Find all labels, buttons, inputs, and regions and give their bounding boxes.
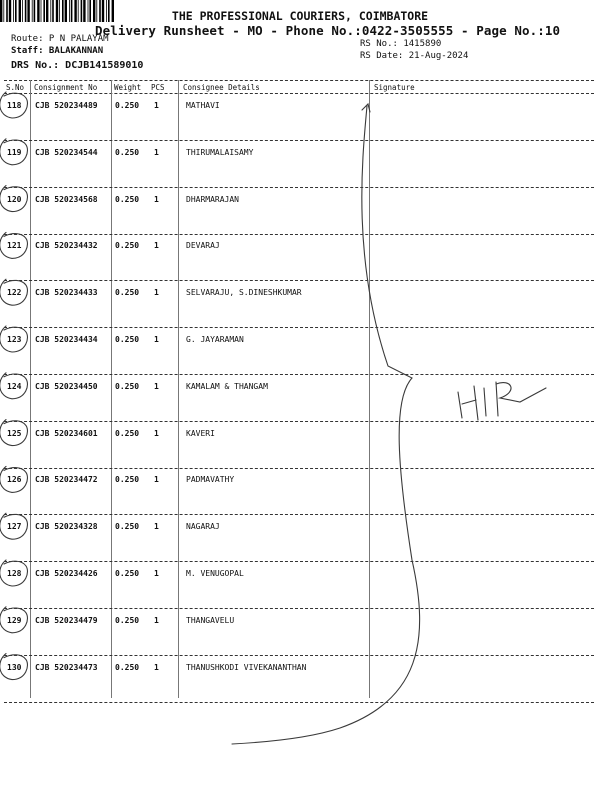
row-weight: 0.250 xyxy=(115,101,140,110)
serial-circle-mark xyxy=(0,326,27,352)
row-sno: 119 xyxy=(7,147,22,157)
row-consignment-no: CJB 520234479 xyxy=(35,615,98,625)
row-consignee: THIRUMALAISAMY xyxy=(186,147,254,157)
row-sno: 118 xyxy=(7,101,22,110)
row-consignee: M. VENUGOPAL xyxy=(186,569,244,578)
row-consignee: SELVARAJU, S.DINESHKUMAR xyxy=(186,288,302,298)
serial-circle-mark xyxy=(0,186,27,212)
row-pcs: 1 xyxy=(154,662,159,672)
row-consignee: DEVARAJ xyxy=(186,241,220,251)
serial-circle-mark xyxy=(0,420,27,446)
row-consignment-no: CJB 520234450 xyxy=(35,381,98,391)
col-header-signature: Signature xyxy=(374,83,415,92)
runsheet-subtitle: Delivery Runsheet - MO - Phone No.:0422-3505555 - Page No.:10 xyxy=(95,23,561,38)
row-consignee: KAVERI xyxy=(186,428,215,438)
rs-number: RS No.: 1415890 xyxy=(360,39,442,49)
row-sno: 121 xyxy=(7,241,22,251)
row-pcs: 1 xyxy=(154,241,159,251)
serial-circle-mark xyxy=(0,466,27,492)
row-consignment-no: CJB 520234434 xyxy=(35,335,98,344)
handwriting-mark xyxy=(496,383,546,402)
row-sno: 130 xyxy=(7,662,22,672)
row-pcs: 1 xyxy=(154,475,159,485)
row-consignee: MATHAVI xyxy=(186,101,220,110)
row-weight: 0.250 xyxy=(115,428,140,438)
row-pcs: 1 xyxy=(154,101,159,110)
row-weight: 0.250 xyxy=(115,615,140,625)
row-pcs: 1 xyxy=(154,569,159,578)
row-sno: 125 xyxy=(7,428,22,438)
row-consignee: DHARMARAJAN xyxy=(186,194,239,204)
row-weight: 0.250 xyxy=(115,194,140,204)
handwriting-mark xyxy=(474,386,478,420)
row-consignment-no: CJB 520234433 xyxy=(35,288,98,298)
row-pcs: 1 xyxy=(154,335,159,344)
row-sno: 128 xyxy=(7,569,22,578)
row-consignment-no: CJB 520234473 xyxy=(35,662,98,672)
serial-circle-mark xyxy=(0,560,27,586)
row-consignment-no: CJB 520234426 xyxy=(35,569,98,578)
handwriting-mark xyxy=(484,388,486,416)
serial-circle-mark xyxy=(0,232,27,258)
row-weight: 0.250 xyxy=(115,662,140,672)
row-consignment-no: CJB 520234489 xyxy=(35,101,98,110)
handwriting-mark xyxy=(458,392,462,418)
row-pcs: 1 xyxy=(154,522,159,532)
row-sno: 124 xyxy=(7,381,22,391)
row-sno: 120 xyxy=(7,194,22,204)
row-pcs: 1 xyxy=(154,428,159,438)
handwriting-mark xyxy=(462,400,476,404)
document-title: THE PROFESSIONAL COURIERS, COIMBATORE xyxy=(171,9,429,23)
row-consignee: THANGAVELU xyxy=(186,615,235,625)
staff-label: Staff: BALAKANNAN xyxy=(11,46,104,56)
row-consignment-no: CJB 520234328 xyxy=(35,522,98,532)
col-header-pcs: PCS xyxy=(151,83,165,92)
row-sno: 122 xyxy=(7,288,22,298)
col-header-sno: S.No xyxy=(6,83,25,92)
drs-number: DRS No.: DCJB141589010 xyxy=(11,60,144,71)
serial-circle-mark xyxy=(0,279,27,305)
serial-circle-mark xyxy=(0,373,27,399)
row-consignee: G. JAYARAMAN xyxy=(186,335,244,344)
rs-date: RS Date: 21-Aug-2024 xyxy=(360,51,469,61)
row-consignee: KAMALAM & THANGAM xyxy=(186,381,268,391)
row-pcs: 1 xyxy=(154,381,159,391)
serial-circle-mark xyxy=(0,513,27,539)
col-header-consignee: Consignee Details xyxy=(183,83,260,92)
serial-circle-mark xyxy=(0,139,27,165)
row-sno: 129 xyxy=(7,615,22,625)
row-consignment-no: CJB 520234472 xyxy=(35,475,98,485)
row-weight: 0.250 xyxy=(115,381,140,391)
row-weight: 0.250 xyxy=(115,569,140,578)
serial-circle-mark xyxy=(0,654,27,680)
handwriting-mark xyxy=(496,382,498,416)
row-consignee: NAGARAJ xyxy=(186,522,220,532)
row-weight: 0.250 xyxy=(115,475,140,485)
route-label: Route: P N PALAYAM xyxy=(11,34,109,44)
col-header-consignment: Consignment No xyxy=(34,83,98,92)
col-header-weight: Weight xyxy=(114,83,142,92)
row-consignment-no: CJB 520234544 xyxy=(35,147,98,157)
row-weight: 0.250 xyxy=(115,288,140,298)
row-weight: 0.250 xyxy=(115,522,140,532)
delivery-bracket-mark xyxy=(232,106,420,744)
serial-circle-mark xyxy=(0,92,27,118)
row-sno: 127 xyxy=(7,522,22,532)
row-sno: 123 xyxy=(7,335,22,344)
row-sno: 126 xyxy=(7,475,22,485)
bracket-tick-mark xyxy=(362,104,370,112)
row-consignment-no: CJB 520234568 xyxy=(35,194,98,204)
row-consignee: THANUSHKODI VIVEKANANTHAN xyxy=(186,662,307,672)
serial-circle-mark xyxy=(0,607,27,633)
row-pcs: 1 xyxy=(154,288,159,298)
row-weight: 0.250 xyxy=(115,241,140,251)
row-weight: 0.250 xyxy=(115,335,140,344)
row-consignment-no: CJB 520234432 xyxy=(35,241,98,251)
row-pcs: 1 xyxy=(154,147,159,157)
row-consignment-no: CJB 520234601 xyxy=(35,428,98,438)
row-weight: 0.250 xyxy=(115,147,140,157)
row-pcs: 1 xyxy=(154,194,159,204)
row-consignee: PADMAVATHY xyxy=(186,475,235,485)
row-pcs: 1 xyxy=(154,615,159,625)
